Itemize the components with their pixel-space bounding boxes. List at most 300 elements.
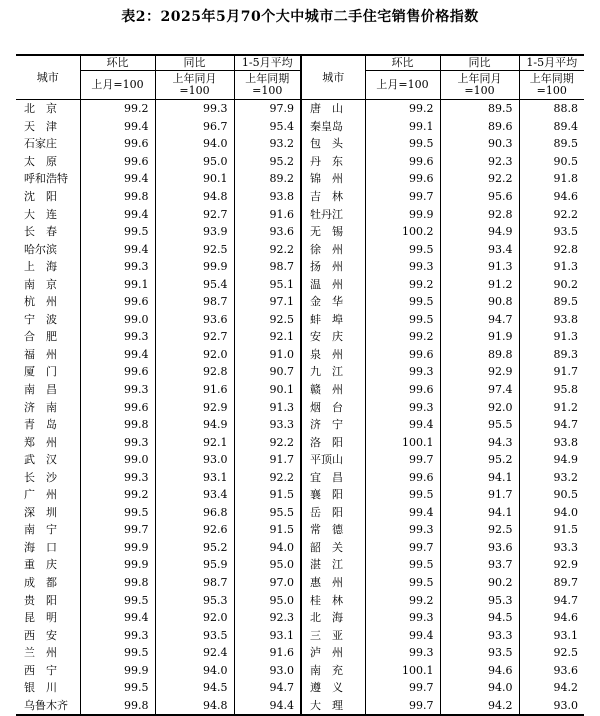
yoy-index-cell: 95.9 <box>155 556 234 574</box>
city-cell: 西 宁 <box>24 663 57 677</box>
mom-index-cell: 99.9 <box>80 556 155 574</box>
mom-index-cell: 99.7 <box>365 188 440 206</box>
mom-index-cell: 99.5 <box>80 504 155 522</box>
city-cell: 合 肥 <box>24 330 57 344</box>
city-cell: 呼和浩特 <box>24 172 68 186</box>
ytd-avg-index-cell: 93.8 <box>519 311 584 329</box>
mom-index-cell: 99.6 <box>365 381 440 399</box>
yoy-index-cell: 94.1 <box>440 504 519 522</box>
yoy-index-cell: 93.3 <box>440 626 519 644</box>
yoy-index-cell: 94.9 <box>440 223 519 241</box>
mom-index-cell: 99.2 <box>365 328 440 346</box>
yoy-index-cell: 95.6 <box>440 188 519 206</box>
mom-index-cell: 99.3 <box>365 521 440 539</box>
ytd-avg-index-cell: 94.7 <box>519 591 584 609</box>
table-header <box>16 55 584 100</box>
mom-index-cell: 99.3 <box>80 381 155 399</box>
header-city-left: 城市 <box>16 55 80 100</box>
mom-index-cell: 99.0 <box>80 311 155 329</box>
subheader-hb-left <box>80 71 155 100</box>
table-row <box>16 644 584 662</box>
table-row <box>16 205 584 223</box>
ytd-avg-index-cell: 93.6 <box>234 223 301 241</box>
ytd-avg-index-cell: 94.6 <box>519 188 584 206</box>
yoy-index-cell: 92.8 <box>440 205 519 223</box>
city-cell: 平顶山 <box>301 451 365 469</box>
yoy-index-cell: 89.5 <box>440 100 519 118</box>
ytd-avg-index-cell: 94.4 <box>234 697 301 716</box>
mom-index-cell: 99.7 <box>365 679 440 697</box>
city-cell: 银 川 <box>24 681 57 695</box>
city-cell: 蚌 埠 <box>301 311 365 329</box>
city-cell: 石家庄 <box>24 137 57 151</box>
mom-index-cell: 99.4 <box>80 118 155 136</box>
city-cell: 南 宁 <box>24 523 57 537</box>
city-cell: 桂 林 <box>301 591 365 609</box>
yoy-index-cell: 91.6 <box>155 381 234 399</box>
city-cell: 宜 昌 <box>301 468 365 486</box>
mom-index-cell: 100.1 <box>365 433 440 451</box>
ytd-avg-index-cell: 92.2 <box>234 468 301 486</box>
table-row <box>16 556 584 574</box>
mom-index-cell: 99.5 <box>365 556 440 574</box>
ytd-avg-index-cell: 93.8 <box>519 433 584 451</box>
ytd-avg-index-cell: 97.0 <box>234 574 301 592</box>
yoy-index-cell: 90.2 <box>440 574 519 592</box>
table-row <box>16 433 584 451</box>
ytd-avg-index-cell: 91.7 <box>234 451 301 469</box>
city-cell: 太 原 <box>24 154 57 168</box>
mom-index-cell: 99.4 <box>80 346 155 364</box>
city-cell: 南 昌 <box>24 383 57 397</box>
ytd-avg-index-cell: 92.5 <box>519 644 584 662</box>
mom-index-cell: 99.4 <box>80 240 155 258</box>
table-row <box>16 275 584 293</box>
city-cell: 襄 阳 <box>301 486 365 504</box>
ytd-avg-index-cell: 93.2 <box>519 468 584 486</box>
city-cell: 九 江 <box>301 363 365 381</box>
yoy-index-cell: 93.6 <box>155 311 234 329</box>
yoy-index-cell: 94.6 <box>440 662 519 680</box>
yoy-index-cell: 95.5 <box>440 416 519 434</box>
ytd-avg-index-cell: 89.3 <box>519 346 584 364</box>
mom-index-cell: 99.3 <box>80 258 155 276</box>
city-cell: 温 州 <box>301 275 365 293</box>
mom-index-cell: 99.3 <box>80 468 155 486</box>
mom-index-cell: 99.7 <box>365 539 440 557</box>
city-cell: 重 庆 <box>24 558 57 572</box>
ytd-avg-index-cell: 93.5 <box>519 223 584 241</box>
table-body <box>16 100 584 716</box>
ytd-avg-index-cell: 94.2 <box>519 679 584 697</box>
header-avg-left: 1-5月平均 <box>234 55 301 71</box>
ytd-avg-index-cell: 90.2 <box>519 275 584 293</box>
yoy-index-cell: 94.5 <box>440 609 519 627</box>
yoy-index-cell: 93.1 <box>155 468 234 486</box>
table-row <box>16 662 584 680</box>
yoy-index-cell: 91.9 <box>440 328 519 346</box>
city-cell: 丹 东 <box>301 153 365 171</box>
ytd-avg-index-cell: 91.6 <box>234 644 301 662</box>
yoy-index-cell: 93.7 <box>440 556 519 574</box>
ytd-avg-index-cell: 93.1 <box>234 626 301 644</box>
subheader-avg-left <box>234 71 301 100</box>
city-cell: 广 州 <box>24 488 57 502</box>
mom-index-cell: 99.5 <box>365 240 440 258</box>
ytd-avg-index-cell: 92.1 <box>234 328 301 346</box>
city-cell: 深 圳 <box>24 505 57 519</box>
yoy-index-cell: 91.7 <box>440 486 519 504</box>
price-index-table <box>16 54 584 716</box>
city-cell: 南 京 <box>24 277 57 291</box>
mom-index-cell: 99.6 <box>80 293 155 311</box>
city-cell: 厦 门 <box>24 365 57 379</box>
yoy-index-cell: 92.4 <box>155 644 234 662</box>
ytd-avg-index-cell: 89.2 <box>234 170 301 188</box>
city-cell: 福 州 <box>24 347 57 361</box>
table-row <box>16 293 584 311</box>
header-avg-right: 1-5月平均 <box>519 55 584 71</box>
city-cell: 锦 州 <box>301 170 365 188</box>
table-row <box>16 591 584 609</box>
yoy-index-cell: 93.5 <box>155 626 234 644</box>
city-cell: 武 汉 <box>24 453 57 467</box>
mom-index-cell: 99.6 <box>80 135 155 153</box>
city-cell: 牡丹江 <box>301 205 365 223</box>
mom-index-cell: 99.4 <box>80 609 155 627</box>
city-cell: 西 安 <box>24 628 57 642</box>
ytd-avg-index-cell: 92.2 <box>234 433 301 451</box>
mom-index-cell: 99.4 <box>80 205 155 223</box>
table-row <box>16 118 584 136</box>
city-cell: 唐 山 <box>301 100 365 118</box>
subheader-tb-right <box>440 71 519 100</box>
mom-index-cell: 100.1 <box>365 662 440 680</box>
header-city-right: 城市 <box>301 55 365 100</box>
yoy-index-cell: 99.3 <box>155 100 234 118</box>
mom-index-cell: 99.3 <box>365 644 440 662</box>
city-cell: 乌鲁木齐 <box>16 697 80 716</box>
mom-index-cell: 99.5 <box>365 135 440 153</box>
mom-index-cell: 99.3 <box>365 363 440 381</box>
ytd-avg-index-cell: 91.2 <box>519 398 584 416</box>
city-cell: 洛 阳 <box>301 433 365 451</box>
city-cell: 海 口 <box>24 540 57 554</box>
ytd-avg-index-cell: 91.5 <box>234 486 301 504</box>
mom-index-cell: 99.0 <box>80 451 155 469</box>
yoy-index-cell: 92.7 <box>155 328 234 346</box>
yoy-index-cell: 91.3 <box>440 258 519 276</box>
mom-index-cell: 99.5 <box>80 644 155 662</box>
ytd-avg-index-cell: 91.6 <box>234 205 301 223</box>
table-title: 表2：2025年5月70个大中城市二手住宅销售价格指数 <box>121 9 479 25</box>
ytd-avg-index-cell: 88.8 <box>519 100 584 118</box>
mom-index-cell: 99.3 <box>80 328 155 346</box>
mom-index-cell: 99.8 <box>80 697 155 716</box>
mom-index-cell: 99.5 <box>80 591 155 609</box>
city-cell: 济 南 <box>24 400 57 414</box>
city-cell: 遵 义 <box>301 679 365 697</box>
yoy-index-cell: 92.0 <box>155 609 234 627</box>
ytd-avg-index-cell: 91.0 <box>234 346 301 364</box>
yoy-index-cell: 94.1 <box>440 468 519 486</box>
city-cell: 哈尔滨 <box>24 242 57 256</box>
table-row <box>16 100 584 118</box>
mom-index-cell: 99.1 <box>80 275 155 293</box>
ytd-avg-index-cell: 89.5 <box>519 135 584 153</box>
mom-index-cell: 100.2 <box>365 223 440 241</box>
mom-index-cell: 99.6 <box>365 346 440 364</box>
yoy-index-cell: 93.5 <box>440 644 519 662</box>
mom-index-cell: 99.3 <box>365 258 440 276</box>
city-cell: 赣 州 <box>301 381 365 399</box>
mom-index-cell: 99.3 <box>80 626 155 644</box>
city-cell: 金 华 <box>301 293 365 311</box>
ytd-avg-index-cell: 97.9 <box>234 100 301 118</box>
header-hb-right: 环比 <box>365 55 440 71</box>
city-cell: 宁 波 <box>24 312 57 326</box>
mom-index-cell: 99.6 <box>80 363 155 381</box>
city-cell: 惠 州 <box>301 574 365 592</box>
ytd-avg-index-cell: 95.0 <box>234 591 301 609</box>
yoy-index-cell: 94.3 <box>440 433 519 451</box>
city-cell: 大 理 <box>301 697 365 716</box>
ytd-avg-index-cell: 97.1 <box>234 293 301 311</box>
ytd-avg-index-cell: 95.0 <box>234 556 301 574</box>
ytd-avg-index-cell: 90.5 <box>519 153 584 171</box>
mom-index-cell: 99.9 <box>365 205 440 223</box>
yoy-index-cell: 92.6 <box>155 521 234 539</box>
ytd-avg-index-cell: 94.9 <box>519 451 584 469</box>
subheader-hb-left-text: 上月=100 <box>91 78 144 91</box>
table-row <box>16 574 584 592</box>
ytd-avg-index-cell: 91.7 <box>519 363 584 381</box>
yoy-index-cell: 94.8 <box>155 188 234 206</box>
yoy-index-cell: 97.4 <box>440 381 519 399</box>
city-cell: 岳 阳 <box>301 504 365 522</box>
city-cell: 无 锡 <box>301 223 365 241</box>
subheader-hb-right-text: 上月=100 <box>376 78 429 91</box>
mom-index-cell: 99.2 <box>80 100 155 118</box>
ytd-avg-index-cell: 95.5 <box>234 504 301 522</box>
subheader-hb-right <box>365 71 440 100</box>
subheader-tb-left-text: 上年同月 =100 <box>172 72 217 97</box>
subheader-avg-right <box>519 71 584 100</box>
mom-index-cell: 99.5 <box>80 679 155 697</box>
mom-index-cell: 99.4 <box>365 504 440 522</box>
table-row <box>16 170 584 188</box>
header-tb-left: 同比 <box>155 55 234 71</box>
yoy-index-cell: 89.8 <box>440 346 519 364</box>
yoy-index-cell: 92.3 <box>440 153 519 171</box>
table-row <box>16 451 584 469</box>
mom-index-cell: 99.2 <box>80 486 155 504</box>
yoy-index-cell: 92.9 <box>440 363 519 381</box>
city-cell: 韶 关 <box>301 539 365 557</box>
yoy-index-cell: 93.4 <box>155 486 234 504</box>
ytd-avg-index-cell: 94.6 <box>519 609 584 627</box>
mom-index-cell: 99.5 <box>365 293 440 311</box>
city-cell: 大 连 <box>24 207 57 221</box>
yoy-index-cell: 95.2 <box>440 451 519 469</box>
yoy-index-cell: 95.3 <box>440 591 519 609</box>
yoy-index-cell: 92.5 <box>440 521 519 539</box>
ytd-avg-index-cell: 93.2 <box>234 135 301 153</box>
mom-index-cell: 99.9 <box>80 662 155 680</box>
table-row <box>16 363 584 381</box>
yoy-index-cell: 96.8 <box>155 504 234 522</box>
ytd-avg-index-cell: 91.3 <box>519 258 584 276</box>
ytd-avg-index-cell: 94.0 <box>519 504 584 522</box>
ytd-avg-index-cell: 89.5 <box>519 293 584 311</box>
yoy-index-cell: 92.1 <box>155 433 234 451</box>
city-cell: 烟 台 <box>301 398 365 416</box>
mom-index-cell: 99.8 <box>80 188 155 206</box>
table-row <box>16 416 584 434</box>
ytd-avg-index-cell: 95.2 <box>234 153 301 171</box>
yoy-index-cell: 92.0 <box>155 346 234 364</box>
ytd-avg-index-cell: 94.7 <box>519 416 584 434</box>
ytd-avg-index-cell: 90.1 <box>234 381 301 399</box>
table-row <box>16 188 584 206</box>
mom-index-cell: 99.6 <box>80 398 155 416</box>
ytd-avg-index-cell: 93.8 <box>234 188 301 206</box>
yoy-index-cell: 95.0 <box>155 153 234 171</box>
city-cell: 成 都 <box>24 576 57 590</box>
mom-index-cell: 99.2 <box>365 275 440 293</box>
city-cell: 郑 州 <box>24 435 57 449</box>
table-row <box>16 328 584 346</box>
table-row <box>16 609 584 627</box>
ytd-avg-index-cell: 95.1 <box>234 275 301 293</box>
city-cell: 南 充 <box>301 662 365 680</box>
yoy-index-cell: 94.2 <box>440 697 519 716</box>
city-cell: 吉 林 <box>301 188 365 206</box>
mom-index-cell: 99.6 <box>365 468 440 486</box>
mom-index-cell: 99.6 <box>80 153 155 171</box>
city-cell: 三 亚 <box>301 626 365 644</box>
ytd-avg-index-cell: 92.5 <box>234 311 301 329</box>
mom-index-cell: 99.2 <box>365 591 440 609</box>
ytd-avg-index-cell: 93.3 <box>519 539 584 557</box>
ytd-avg-index-cell: 91.3 <box>234 398 301 416</box>
yoy-index-cell: 94.7 <box>440 311 519 329</box>
table-row <box>16 258 584 276</box>
mom-index-cell: 99.7 <box>365 451 440 469</box>
yoy-index-cell: 94.9 <box>155 416 234 434</box>
ytd-avg-index-cell: 92.2 <box>519 205 584 223</box>
mom-index-cell: 99.5 <box>365 311 440 329</box>
city-cell: 上 海 <box>24 260 57 274</box>
yoy-index-cell: 95.2 <box>155 539 234 557</box>
ytd-avg-index-cell: 92.2 <box>234 240 301 258</box>
table-row <box>16 697 584 716</box>
ytd-avg-index-cell: 93.3 <box>234 416 301 434</box>
yoy-index-cell: 99.9 <box>155 258 234 276</box>
city-cell: 兰 州 <box>24 646 57 660</box>
yoy-index-cell: 94.8 <box>155 697 234 716</box>
table-row <box>16 679 584 697</box>
yoy-index-cell: 96.7 <box>155 118 234 136</box>
table-row <box>16 539 584 557</box>
table-row <box>16 504 584 522</box>
city-cell: 北 海 <box>301 609 365 627</box>
city-cell: 包 头 <box>301 135 365 153</box>
yoy-index-cell: 92.2 <box>440 170 519 188</box>
mom-index-cell: 99.6 <box>365 153 440 171</box>
city-cell: 沈 阳 <box>24 190 57 203</box>
city-cell: 济 宁 <box>301 416 365 434</box>
ytd-avg-index-cell: 92.9 <box>519 556 584 574</box>
city-cell: 泉 州 <box>301 346 365 364</box>
mom-index-cell: 99.4 <box>365 416 440 434</box>
yoy-index-cell: 94.0 <box>440 679 519 697</box>
ytd-avg-index-cell: 91.8 <box>519 170 584 188</box>
mom-index-cell: 99.3 <box>80 433 155 451</box>
ytd-avg-index-cell: 90.5 <box>519 486 584 504</box>
table-row <box>16 398 584 416</box>
yoy-index-cell: 92.7 <box>155 205 234 223</box>
yoy-index-cell: 93.6 <box>440 539 519 557</box>
yoy-index-cell: 92.8 <box>155 363 234 381</box>
yoy-index-cell: 93.4 <box>440 240 519 258</box>
mom-index-cell: 99.2 <box>365 100 440 118</box>
mom-index-cell: 99.8 <box>80 574 155 592</box>
subheader-avg-left-text: 上年同期 =100 <box>245 72 290 97</box>
ytd-avg-index-cell: 93.0 <box>234 662 301 680</box>
mom-index-cell: 99.9 <box>80 539 155 557</box>
city-cell: 安 庆 <box>301 328 365 346</box>
mom-index-cell: 99.5 <box>365 486 440 504</box>
ytd-avg-index-cell: 94.7 <box>234 679 301 697</box>
city-cell: 湛 江 <box>301 556 365 574</box>
subheader-avg-right-text: 上年同期 =100 <box>529 72 574 97</box>
mom-index-cell: 99.7 <box>80 521 155 539</box>
yoy-index-cell: 92.9 <box>155 398 234 416</box>
city-cell: 贵 阳 <box>24 593 57 607</box>
ytd-avg-index-cell: 91.5 <box>519 521 584 539</box>
subheader-tb-left <box>155 71 234 100</box>
subheader-tb-right-text: 上年同月 =100 <box>457 72 502 97</box>
ytd-avg-index-cell: 90.7 <box>234 363 301 381</box>
yoy-index-cell: 93.9 <box>155 223 234 241</box>
yoy-index-cell: 95.3 <box>155 591 234 609</box>
ytd-avg-index-cell: 93.0 <box>519 697 584 716</box>
yoy-index-cell: 93.0 <box>155 451 234 469</box>
city-cell: 昆 明 <box>24 611 57 625</box>
city-cell: 北 京 <box>24 102 57 116</box>
yoy-index-cell: 94.0 <box>155 662 234 680</box>
table-row <box>16 153 584 171</box>
table-row <box>16 381 584 399</box>
table-row <box>16 521 584 539</box>
table-row <box>16 135 584 153</box>
city-cell: 徐 州 <box>301 240 365 258</box>
yoy-index-cell: 90.3 <box>440 135 519 153</box>
yoy-index-cell: 92.0 <box>440 398 519 416</box>
table-row <box>16 626 584 644</box>
mom-index-cell: 99.3 <box>365 609 440 627</box>
yoy-index-cell: 90.1 <box>155 170 234 188</box>
yoy-index-cell: 89.6 <box>440 118 519 136</box>
mom-index-cell: 99.5 <box>365 574 440 592</box>
table-row <box>16 311 584 329</box>
city-cell: 天 津 <box>24 119 57 133</box>
ytd-avg-index-cell: 92.8 <box>519 240 584 258</box>
ytd-avg-index-cell: 91.3 <box>519 328 584 346</box>
ytd-avg-index-cell: 98.7 <box>234 258 301 276</box>
table-row <box>16 486 584 504</box>
